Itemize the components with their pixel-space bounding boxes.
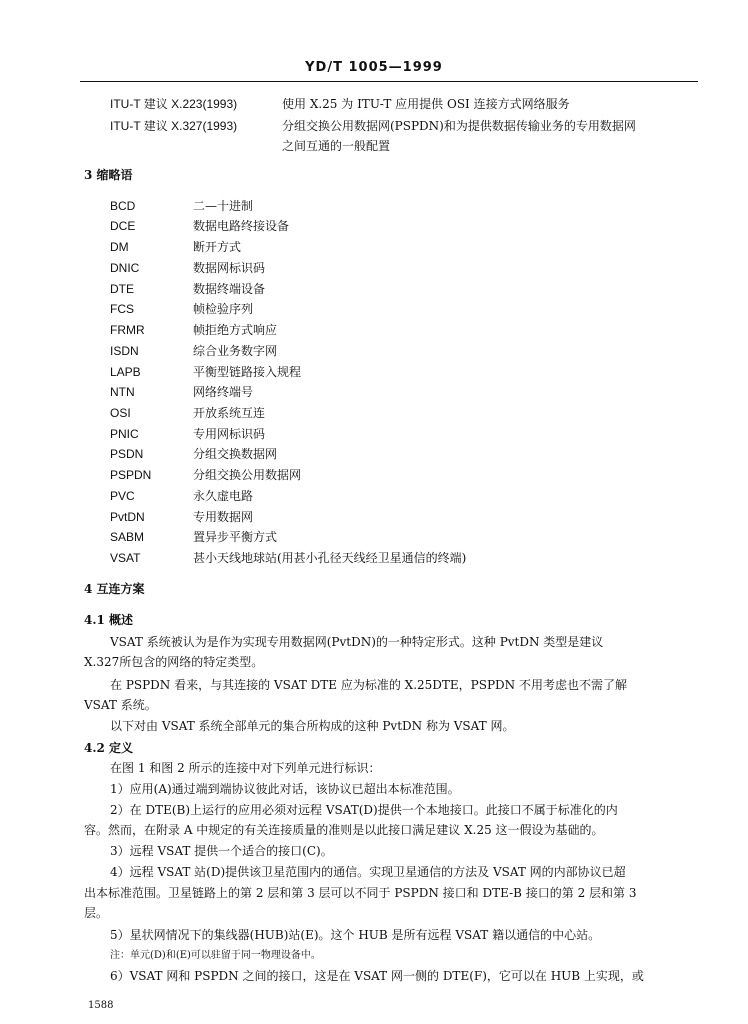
abbr-meaning: 数据终端设备 bbox=[193, 282, 266, 296]
abbr-meaning: 断开方式 bbox=[193, 240, 242, 254]
abbr-meaning: 数据电路终接设备 bbox=[193, 219, 290, 233]
abbr-meaning: 分组交换数据网 bbox=[193, 447, 278, 461]
page-header: YD/T 1005—1999 bbox=[305, 60, 443, 75]
abbr-meaning: 数据网标识码 bbox=[193, 261, 266, 275]
abbr-meaning: 永久虚电路 bbox=[193, 489, 254, 503]
abbr-meaning: 分组交换公用数据网 bbox=[193, 468, 302, 482]
abbr-term: PvtDN bbox=[110, 510, 145, 524]
abbr-term: ISDN bbox=[110, 344, 139, 358]
abbr-term: DTE bbox=[110, 282, 134, 296]
section-3-title: 3 缩略语 bbox=[84, 168, 133, 182]
reference-text: 使用 X.25 为 ITU-T 应用提供 OSI 连接方式网络服务 bbox=[282, 97, 570, 111]
abbr-term: FRMR bbox=[110, 323, 145, 337]
list-item: 2）在 DTE(B)上运行的应用必须对远程 VSAT(D)提供一个本地接口。此接口不属于标准化的内 bbox=[110, 803, 618, 817]
abbr-meaning: 综合业务数字网 bbox=[193, 344, 278, 358]
paragraph: VSAT 系统。 bbox=[84, 698, 157, 712]
paragraph: VSAT 系统被认为是作为实现专用数据网(PvtDN)的一种特定形式。这种 PvtDN 类型是建议 bbox=[110, 635, 604, 649]
abbr-meaning: 开放系统互连 bbox=[193, 406, 266, 420]
reference-text-cont: 之间互通的一般配置 bbox=[282, 139, 391, 153]
abbr-term: PSPDN bbox=[110, 468, 152, 482]
abbr-meaning: 专用数据网 bbox=[193, 510, 254, 524]
abbr-term: PNIC bbox=[110, 427, 139, 441]
section-4-2-title: 4.2 定义 bbox=[84, 741, 134, 755]
abbr-meaning: 二—十进制 bbox=[193, 199, 254, 213]
list-item: 6）VSAT 网和 PSPDN 之间的接口，这是在 VSAT 网一侧的 DTE(F)，它可以在 HUB 上实现，或 bbox=[110, 969, 644, 983]
abbr-meaning: 帧检验序列 bbox=[193, 302, 254, 316]
reference-code: ITU-T 建议 X.223(1993) bbox=[110, 97, 238, 111]
list-item-cont: 层。 bbox=[84, 906, 109, 920]
paragraph: 以下对由 VSAT 系统全部单元的集合所构成的这种 PvtDN 称为 VSAT 网。 bbox=[110, 719, 515, 733]
section-4-title: 4 互连方案 bbox=[84, 582, 145, 596]
abbr-meaning: 甚小天线地球站(用甚小孔径天线经卫星通信的终端) bbox=[193, 551, 467, 565]
abbr-term: SABM bbox=[110, 530, 145, 544]
abbr-term: DNIC bbox=[110, 261, 140, 275]
abbr-term: NTN bbox=[110, 385, 135, 399]
abbr-term: VSAT bbox=[110, 551, 141, 565]
abbr-term: PSDN bbox=[110, 447, 144, 461]
abbr-term: BCD bbox=[110, 199, 136, 213]
abbr-term: DM bbox=[110, 240, 129, 254]
abbr-term: DCE bbox=[110, 219, 136, 233]
abbr-meaning: 网络终端号 bbox=[193, 385, 254, 399]
reference-code: ITU-T 建议 X.327(1993) bbox=[110, 119, 238, 133]
header-rule bbox=[80, 81, 698, 82]
abbr-term: LAPB bbox=[110, 365, 141, 379]
section-4-1-title: 4.1 概述 bbox=[84, 613, 134, 627]
abbr-meaning: 平衡型链路接入规程 bbox=[193, 365, 302, 379]
list-item: 5）星状网情况下的集线器(HUB)站(E)。这个 HUB 是所有远程 VSAT 籍以通信的中心站。 bbox=[110, 928, 601, 942]
reference-text: 分组交换公用数据网(PSPDN)和为提供数据传输业务的专用数据网 bbox=[282, 119, 636, 133]
abbr-term: PVC bbox=[110, 489, 135, 503]
page-number: 1588 bbox=[88, 1000, 114, 1011]
paragraph: 在图 1 和图 2 所示的连接中对下列单元进行标识： bbox=[110, 761, 381, 775]
list-item: 3）远程 VSAT 提供一个适合的接口(C)。 bbox=[110, 844, 333, 858]
list-item-cont: 容。然而，在附录 A 中规定的有关连接质量的准则是以此接口满足建议 X.25 这一假设为基础的。 bbox=[84, 823, 604, 837]
abbr-term: FCS bbox=[110, 302, 134, 316]
abbr-meaning: 专用网标识码 bbox=[193, 427, 266, 441]
abbr-meaning: 帧拒绝方式响应 bbox=[193, 323, 278, 337]
list-item: 4）远程 VSAT 站(D)提供该卫星范围内的通信。实现卫星通信的方法及 VSAT 网的内部协议已超 bbox=[110, 865, 626, 879]
list-item: 1）应用(A)通过端到端协议彼此对话，该协议已超出本标准范围。 bbox=[110, 782, 460, 796]
list-item-cont: 出本标准范围。卫星链路上的第 2 层和第 3 层可以不同于 PSPDN 接口和 DTE-B 接口的第 2 层和第 3 bbox=[84, 886, 637, 900]
paragraph: X.327所包含的网络的特定类型。 bbox=[84, 655, 264, 669]
abbr-meaning: 置异步平衡方式 bbox=[193, 530, 278, 544]
note: 注：单元(D)和(E)可以驻留于同一物理设备中。 bbox=[110, 950, 321, 961]
paragraph: 在 PSPDN 看来，与其连接的 VSAT DTE 应为标准的 X.25DTE，PSPDN 不用考虑也不需了解 bbox=[110, 678, 627, 692]
abbr-term: OSI bbox=[110, 406, 131, 420]
